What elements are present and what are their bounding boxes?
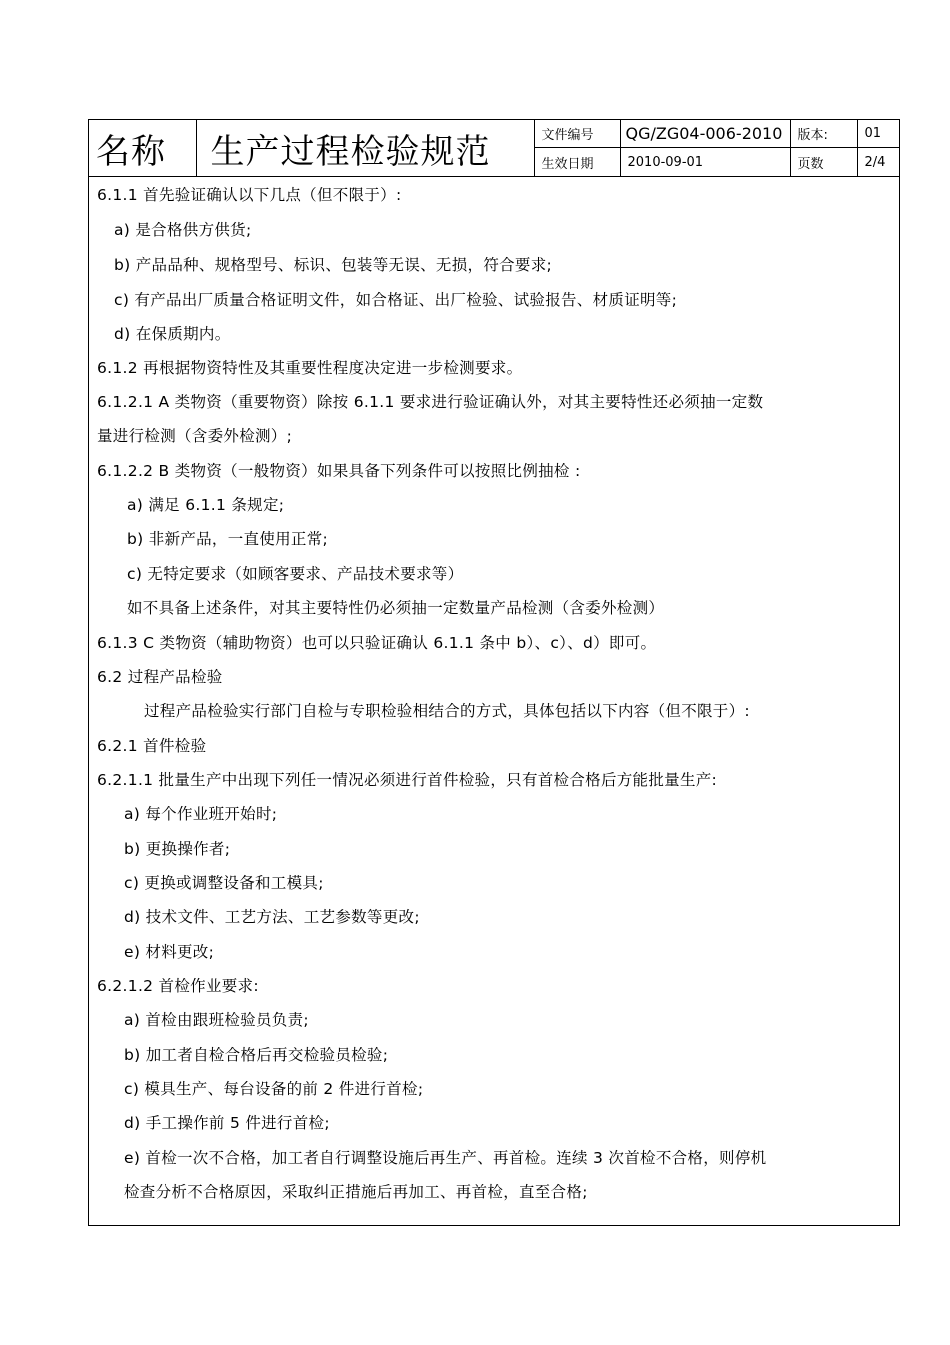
- list-item: b) 产品品种、规格型号、标识、包装等无误、无损，符合要求;: [114, 256, 553, 274]
- paragraph: 如不具备上述条件，对其主要特性仍必须抽一定数量产品检测（含委外检测）: [127, 599, 665, 617]
- clause-6-1-2-1-continued: 量进行检测（含委外检测）;: [97, 427, 293, 445]
- version-value: 01: [857, 120, 900, 148]
- list-item: e) 首检一次不合格，加工者自行调整设施后再生产、再首检。连续 3 次首检不合格，则停机: [124, 1149, 767, 1167]
- list-item: d) 技术文件、工艺方法、工艺参数等更改;: [124, 908, 420, 926]
- list-item: e) 材料更改;: [124, 943, 215, 961]
- list-item: a) 是合格供方供货;: [114, 221, 252, 239]
- doc-number-label: 文件编号: [534, 120, 620, 148]
- document-frame: [88, 119, 900, 1226]
- paragraph: 过程产品检验实行部门自检与专职检验相结合的方式，具体包括以下内容（但不限于）:: [144, 702, 750, 720]
- list-item: d) 手工操作前 5 件进行首检;: [124, 1114, 330, 1132]
- name-label: 名称: [89, 120, 196, 177]
- clause-6-1-3: 6.1.3 C 类物资（辅助物资）也可以只验证确认 6.1.1 条中 b）、c）、d）即可。: [97, 634, 657, 652]
- clause-6-1-2: 6.1.2 再根据物资特性及其重要性程度决定进一步检测要求。: [97, 359, 523, 377]
- page-count-label: 页数: [790, 148, 857, 177]
- clause-6-2-1: 6.2.1 首件检验: [97, 737, 207, 755]
- list-item: b) 加工者自检合格后再交检验员检验;: [124, 1046, 389, 1064]
- page-count-value: 2/4: [857, 148, 900, 177]
- list-item: a) 满足 6.1.1 条规定;: [127, 496, 285, 514]
- list-item: c) 有产品出厂质量合格证明文件，如合格证、出厂检验、试验报告、材质证明等;: [114, 291, 678, 309]
- list-item-continued: 检查分析不合格原因，采取纠正措施后再加工、再首检，直至合格;: [124, 1183, 588, 1201]
- clause-6-2-1-2: 6.2.1.2 首检作业要求:: [97, 977, 259, 995]
- clause-6-2-1-1: 6.2.1.1 批量生产中出现下列任一情况必须进行首件检验，只有首检合格后方能批量生产:: [97, 771, 718, 789]
- effective-date-value: 2010-09-01: [620, 148, 790, 177]
- list-item: a) 首检由跟班检验员负责;: [124, 1011, 309, 1029]
- clause-6-1-2-2: 6.1.2.2 B 类物资（一般物资）如果具备下列条件可以按照比例抽检 :: [97, 462, 581, 480]
- clause-6-1-2-1: 6.1.2.1 A 类物资（重要物资）除按 6.1.1 要求进行验证确认外，对其主要特性还必须抽一定数: [97, 393, 764, 411]
- clause-6-1-1: 6.1.1 首先验证确认以下几点（但不限于）:: [97, 186, 402, 204]
- effective-date-label: 生效日期: [534, 148, 620, 177]
- list-item: b) 非新产品，一直使用正常;: [127, 530, 329, 548]
- list-item: c) 模具生产、每台设备的前 2 件进行首检;: [124, 1080, 424, 1098]
- list-item: c) 更换或调整设备和工模具;: [124, 874, 324, 892]
- version-label: 版本:: [790, 120, 857, 148]
- list-item: b) 更换操作者;: [124, 840, 231, 858]
- section-6-2-heading: 6.2 过程产品检验: [97, 668, 223, 686]
- document-title: 生产过程检验规范: [196, 120, 534, 177]
- doc-number-value: QG/ZG04-006-2010: [620, 120, 790, 148]
- list-item: a) 每个作业班开始时;: [124, 805, 278, 823]
- list-item: c) 无特定要求（如顾客要求、产品技术要求等）: [127, 565, 464, 583]
- document-header-table: [89, 120, 900, 177]
- list-item: d) 在保质期内。: [114, 325, 231, 343]
